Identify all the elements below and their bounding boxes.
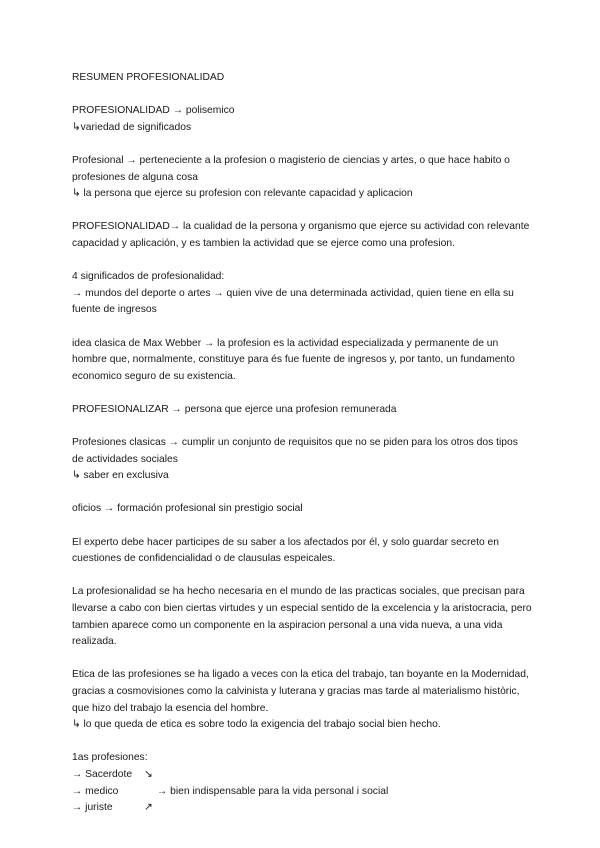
arrow-up-right-icon: ↗ bbox=[144, 802, 153, 814]
first-professions-section bbox=[72, 750, 532, 816]
arrow-down-right-icon: ↘ bbox=[144, 768, 153, 780]
text-line: idea clasica de Max Webber → la profesion es la actividad especializada y permanente de un hombre que, normalmente, constituye para és fue fuente de ingresos y, por tanto, un fundamento economico seguro de su existencia. bbox=[72, 337, 515, 382]
profession-arrow bbox=[144, 784, 157, 801]
text-line: PROFESIONALIDAD → polisemico bbox=[72, 105, 235, 117]
paragraph-block bbox=[72, 435, 532, 485]
text-line: ↳variedad de significados bbox=[72, 121, 192, 133]
paragraph-block bbox=[72, 336, 532, 386]
paragraph-block bbox=[72, 219, 532, 252]
profession-row bbox=[72, 784, 532, 801]
profession-label: → Sacerdote bbox=[72, 768, 133, 780]
document-title: RESUMEN PROFESIONALIDAD bbox=[72, 72, 225, 83]
text-line: ↳ saber en exclusiva bbox=[72, 470, 169, 482]
text-line: PROFESIONALIDAD→ la cualidad de la persona y organismo que ejerce su actividad con relevante capacidad y aplicación, y es tambien la actividad que se ejerce como una profesion. bbox=[72, 221, 530, 249]
text-line: oficios → formación profesional sin prestigio social bbox=[72, 503, 303, 515]
paragraph-block bbox=[72, 667, 532, 733]
first-professions-heading: 1as profesiones: bbox=[72, 752, 148, 764]
paragraph-block bbox=[72, 269, 532, 319]
text-line: 4 significados de profesionalidad: bbox=[72, 271, 225, 283]
profession-row bbox=[72, 800, 532, 817]
paragraph-block bbox=[72, 153, 532, 203]
profession-label: → juriste bbox=[72, 802, 113, 814]
text-line: ↳ la persona que ejerce su profesion con relevante capacidad y aplicacion bbox=[72, 188, 413, 200]
document-page bbox=[72, 70, 532, 833]
text-line: La profesionalidad se ha hecho necesaria en el mundo de las practicas sociales, que precisan para llevarse a cabo con bien ciertas virtudes y un especial sentido de la excelencia y la aristocracia, pero tambien aparece como un componente en la aspiracion personal a una vida nueva, a una vida realizada. bbox=[72, 586, 532, 648]
text-line: El experto debe hacer participes de su saber a los afectados por él, y solo guardar secreto en cuestiones de confidencialidad o de clausulas espeicales. bbox=[72, 536, 499, 565]
text-line: PROFESIONALIZAR → persona que ejerce una profesion remunerada bbox=[72, 403, 397, 415]
text-line: → mundos del deporte o artes → quien vive de una determinada actividad, quien tiene en ella su fuente de ingresos bbox=[72, 287, 514, 316]
profession-label: → medico bbox=[72, 785, 119, 797]
text-line: Etica de las profesiones se ha ligado a veces con la etica del trabajo, tan boyante en la Modernidad, gracias a cosmovisiones como la calvinista y luterana y gracias mas tarde al materialismo històric, que hizo del trabajo la esencia del hombre. bbox=[72, 669, 529, 714]
paragraph-block bbox=[72, 535, 532, 568]
paragraph-block bbox=[72, 402, 532, 419]
paragraph-block bbox=[72, 103, 532, 136]
profession-note: → bien indispensable para la vida personal i social bbox=[157, 785, 389, 797]
profession-row bbox=[72, 767, 532, 784]
document-body bbox=[72, 103, 532, 734]
paragraph-block bbox=[72, 501, 532, 518]
paragraph-block bbox=[72, 584, 532, 650]
text-line: Profesional → perteneciente a la profesion o magisterio de ciencias y artes, o que hace habito o profesiones de alguna cosa bbox=[72, 154, 510, 183]
text-line: Profesiones clasicas → cumplir un conjunto de requisitos que no se piden para los otros dos tipos de actividades sociales bbox=[72, 437, 518, 465]
text-line: ↳ lo que queda de etica es sobre todo la exigencia del trabajo social bien hecho. bbox=[72, 719, 441, 731]
